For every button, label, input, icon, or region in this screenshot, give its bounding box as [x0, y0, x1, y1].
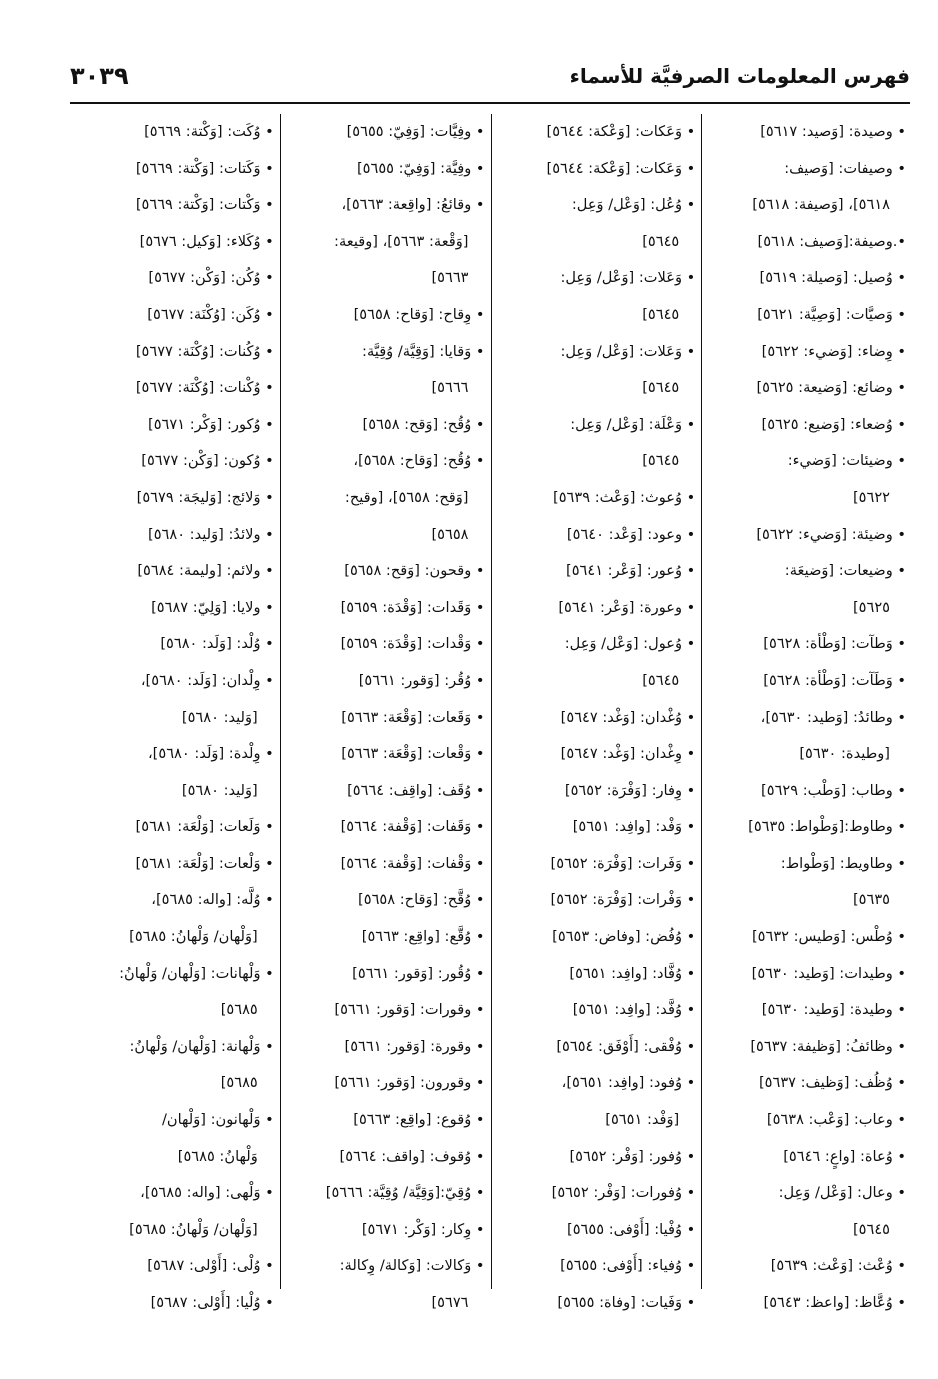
index-entry-line: ٥٦٦٣]	[431, 269, 469, 287]
index-entry-line: • وضيئات: [وَضيء:	[787, 452, 906, 470]
index-entry-line: • وِكار: [وَكْر: ٥٦٧١]	[361, 1220, 485, 1238]
index-entry-line: • وقائعُ: [واقِعة: ٥٦٦٣]،	[341, 196, 485, 214]
index-entry-line: • وُعَّاظ: [واعظ: ٥٦٤٣]	[763, 1294, 906, 1311]
index-entry-line: • وُكُنات: [وُكْنَة: ٥٦٧٧]	[135, 342, 274, 360]
index-entry-line: ٥٦٤٥]	[642, 452, 680, 470]
index-entry-line: [وَلْهان/ وَلْهانُ: ٥٦٨٥]	[129, 928, 258, 946]
index-entry-line: • وصيدة: [وَصيد: ٥٦١٧]	[760, 123, 906, 140]
index-entry-line: • وُلَّه: [واله: ٥٦٨٥]،	[151, 891, 274, 909]
index-entry-line: • وَقْفات: [وَقْفة: ٥٦٦٤]	[340, 854, 485, 872]
index-entry-line: • وقورون: [وَقور: ٥٦٦١]	[334, 1074, 485, 1092]
page-header	[70, 50, 910, 104]
index-entry-line: • وَفَيات: [وفاة: ٥٦٥٥]	[557, 1294, 696, 1311]
index-entry-line: • وطائدُ: [وَطيد: ٥٦٣٠]،	[760, 708, 906, 726]
index-entry-line: • وَكْتات: [وَكْتة: ٥٦٦٩]	[135, 196, 274, 214]
index-entry-line: • وُقَف: [واقِف: ٥٦٦٤]	[347, 781, 485, 799]
index-entry-line: • وَعَلات: [وَعْل/ وَعِل:	[560, 269, 696, 287]
index-entry-line: • وعود: [وَعْد: ٥٦٤٠]	[566, 525, 696, 543]
index-entry-line: • وَعْلَة: [وَعْل/ وَعِل:	[570, 415, 696, 433]
index-entry-line: • وَقايا: [وَقِيَّة/ وُقِيَّة:	[362, 342, 485, 360]
index-entry-line: • وُضعاء: [وَضيع: ٥٦٢٥]	[761, 415, 906, 433]
index-entry-line: • وَعَكات: [وَعْكة: ٥٦٤٤]	[546, 123, 696, 140]
index-entry-line: • وَقَعات: [وَقْعَة: ٥٦٦٣]	[341, 708, 485, 726]
index-entry-line: • وطاب: [وَطْب: ٥٦٢٩]	[761, 781, 906, 799]
index-entry-line: • وضيعات: [وَضيعَة:	[784, 562, 906, 580]
index-entry-line: • وَعَلات: [وَعْل/ وَعِل:	[560, 342, 696, 360]
index-entry-line: • وُفَّد: [وافِد: ٥٦٥١]	[572, 1001, 696, 1019]
index-entry-line: ٥٦٥٨]	[431, 525, 469, 543]
index-entry-line: ٥٦٦٦]	[431, 379, 469, 397]
page-number: ٣٠٣٩	[70, 62, 129, 90]
index-entry-line: • وَلائج: [وَليجَة: ٥٦٧٩]	[136, 488, 274, 506]
index-entry-line: • ولائم: [وليمة: ٥٦٨٤]	[137, 562, 274, 580]
index-column-1	[702, 114, 912, 1311]
index-entry-line: ٥٦٢٥]	[852, 598, 890, 616]
index-entry-line: • وُفور: [وَفْر: ٥٦٥٢]	[569, 1147, 696, 1165]
index-entry-line: ٥٦٤٥]	[642, 671, 680, 689]
index-entry-line: • وُقُور: [وَقور: ٥٦٦١]	[352, 964, 485, 982]
index-entry-line: • وُقِيّ:[وَقِيَّة/ وُقِيَّة: ٥٦٦٦]	[325, 1184, 485, 1202]
index-entry-line: •.وصيفة:[وَصيف: ٥٦١٨]	[757, 232, 906, 250]
index-entry-line: • وَعَكات: [وَعْكة: ٥٦٤٤]	[546, 159, 696, 177]
index-entry-line: • ولائدُ: [وَليد: ٥٦٨٠]	[147, 525, 274, 543]
index-entry-line: ٥٦١٨]، [وَصيفة: ٥٦١٨]	[752, 196, 890, 214]
index-entry-line: [وَليد: ٥٦٨٠]	[181, 708, 258, 726]
index-entry-line: • وُصيل: [وَصيلة: ٥٦١٩]	[759, 269, 906, 287]
index-entry-line: • وَقَفات: [وَقْفة: ٥٦٦٤]	[340, 818, 485, 836]
index-entry-line: • وقورات: [وَقور: ٥٦٦١]	[334, 1001, 485, 1019]
index-entry-line: • وُكون: [وَكْن: ٥٦٧٧]	[141, 452, 274, 470]
index-entry-line: • وُلْيا: [أَوْلى: ٥٦٨٧]	[150, 1294, 274, 1311]
index-entry-line: • وَقَدات: [وَقْدَة: ٥٦٥٩]	[340, 598, 485, 616]
index-entry-line: • وفِيَّة: [وَفِيّ: ٥٦٥٥]	[356, 159, 485, 177]
index-columns	[70, 114, 912, 1311]
index-entry-line: • وطاويط: [وَطْواط:	[780, 854, 906, 872]
index-entry-line: ٥٦٣٥]	[852, 891, 890, 909]
index-entry-line: • وُكَلاء: [وَكيل: ٥٦٧٦]	[139, 232, 274, 250]
index-entry-line: • وَكَتات: [وَكْتة: ٥٦٦٩]	[135, 159, 274, 177]
index-entry-line: • وَصيَّات: [وَصِيَّة: ٥٦٢١]	[757, 305, 906, 323]
index-entry-line: • وصيفات: [وَصيف:	[784, 159, 906, 177]
index-entry-line: • وُفْقى: [أَوْفَق: ٥٦٥٤]	[556, 1037, 696, 1055]
index-entry-line: • وَلْعات: [وَلْعَة: ٥٦٨١]	[135, 854, 274, 872]
index-entry-line: • وُعاة: [واعٍ: ٥٦٤٦]	[783, 1147, 906, 1165]
index-entry-line: ٥٦٢٢]	[852, 488, 890, 506]
index-entry-line: [وَقْعة: ٥٦٦٣]، [وقيعة:	[334, 232, 469, 250]
index-entry-line: • وقحون: [وَقح: ٥٦٥٨]	[344, 562, 485, 580]
index-entry-line: • وظائفُ: [وَظيفة: ٥٦٣٧]	[750, 1037, 906, 1055]
index-entry-line: • وُعور: [وَعْر: ٥٦٤١]	[565, 562, 696, 580]
index-entry-line: • وُفُض: [وفاض: ٥٦٥٣]	[552, 928, 696, 946]
index-entry-line: ٥٦٤٥]	[642, 305, 680, 323]
index-entry-line: • وعورة: [وَعْر: ٥٦٤١]	[558, 598, 696, 616]
index-entry-line: • وَلْهانون: [وَلْهان/	[161, 1111, 274, 1129]
index-entry-line: • وِقاح: [وَقاح: ٥٦٥٨]	[353, 305, 485, 323]
index-entry-line: • وَفْد: [وافِد: ٥٦٥١]	[572, 818, 696, 836]
index-entry-line: • وُقوع: [واقِع: ٥٦٦٣]	[353, 1111, 485, 1129]
index-entry-line: • وَطآت: [وَطْأة: ٥٦٢٨]	[763, 635, 906, 653]
index-entry-line: • وُقُر: [وَقور: ٥٦٦١]	[358, 671, 485, 689]
index-entry-line: • وُكَت: [وَكْتة: ٥٦٦٩]	[144, 123, 274, 140]
index-entry-line: • وُكور: [وَكْر: ٥٦٧١]	[148, 415, 274, 433]
index-entry-line: • وَلَعات: [وَلْعَة: ٥٦٨١]	[135, 818, 274, 836]
index-entry-line: ٥٦٤٥]	[642, 232, 680, 250]
index-entry-line: • وَقْعات: [وَقْعَة: ٥٦٦٣]	[341, 745, 485, 763]
index-entry-line: [وطيدة: ٥٦٣٠]	[799, 745, 890, 763]
index-entry-line: • وطاوط:[وَطْواط: ٥٦٣٥]	[748, 818, 906, 836]
index-entry-line: • وُكْنات: [وُكْنَة: ٥٦٧٧]	[135, 379, 274, 397]
index-entry-line: • وَلْهى: [واله: ٥٦٨٥]،	[140, 1184, 274, 1202]
index-entry-line: • وُلْد: [وَلَد: ٥٦٨٠]	[160, 635, 274, 653]
index-entry-line: • وِضاء: [وَضيء: ٥٦٢٢]	[761, 342, 906, 360]
index-entry-line: [وَلْهان/ وَلْهانُ: ٥٦٨٥]	[129, 1220, 258, 1238]
index-entry-line: • وُعُل: [وَعْل/ وَعِل:	[571, 196, 696, 214]
index-entry-line: ٥٦٧٦]	[431, 1294, 469, 1311]
index-entry-line: • وُفياء: [أَوْفى: ٥٦٥٥]	[560, 1257, 696, 1275]
running-title: فهرس المعلومات الصرفيَّة للأسماء	[569, 64, 910, 88]
index-entry-line: • وُقُح: [وَقح: ٥٦٥٨]	[362, 415, 485, 433]
index-entry-line: • وَفَرات: [وَفْرَة: ٥٦٥٢]	[550, 854, 696, 872]
index-entry-line: • وفِيَّات: [وَفِيّ: ٥٦٥٥]	[346, 123, 485, 140]
index-entry-line: • ولايا: [وَلِيّ: ٥٦٨٧]	[151, 598, 274, 616]
index-entry-line: • وُطْس: [وَطيس: ٥٦٣٢]	[751, 928, 906, 946]
index-entry-line: • وطيدات: [وَطيد: ٥٦٣٠]	[751, 964, 906, 982]
index-entry-line: • وُعْث: [وَعْث: ٥٦٣٩]	[770, 1257, 906, 1275]
index-column-3	[281, 114, 492, 1311]
index-entry-line: [وَقح: ٥٦٥٨]، [وقيح:	[344, 488, 469, 506]
index-entry-line: • وِلْدة: [وَلَد: ٥٦٨٠]،	[147, 745, 274, 763]
index-column-2	[492, 114, 703, 1311]
index-entry-line: • وُكُن: [وَكْن: ٥٦٧٧]	[148, 269, 274, 287]
index-column-4	[70, 114, 281, 1311]
index-entry-line: • وَلْهانة: [وَلْهان/ وَلْهانُ:	[129, 1037, 274, 1055]
index-entry-line: • وعاب: [وَعْب: ٥٦٣٨]	[766, 1111, 906, 1129]
index-entry-line: • وُفورات: [وَفْر: ٥٦٥٢]	[551, 1184, 696, 1202]
index-entry-line: • وُقَّع: [واقِع: ٥٦٦٣]	[361, 928, 485, 946]
index-entry-line: • وَطَآت: [وَطْأة: ٥٦٢٨]	[763, 671, 906, 689]
index-entry-line: • وُقوف: [واقف: ٥٦٦٤]	[339, 1147, 485, 1165]
index-entry-line: • وطيدة: [وَطيد: ٥٦٣٠]	[761, 1001, 906, 1019]
index-entry-line: • وَقْدات: [وَقْدَة: ٥٦٥٩]	[340, 635, 485, 653]
index-entry-line: ٥٦٤٥]	[852, 1220, 890, 1238]
index-entry-line: • وَفْرات: [وَفْرَة: ٥٦٥٢]	[550, 891, 696, 909]
index-entry-line: • وَلْهانات: [وَلْهان/ وَلْهانُ:	[119, 964, 274, 982]
index-entry-line: • وُكَن: [وُكْنَة: ٥٦٧٧]	[147, 305, 274, 323]
index-entry-line: • وُعول: [وَعْل/ وَعِل:	[564, 635, 696, 653]
index-entry-line: • وُعوث: [وَعْث: ٥٦٣٩]	[553, 488, 696, 506]
index-entry-line: • وقورة: [وَقور: ٥٦٦١]	[344, 1037, 485, 1055]
index-entry-line: • وعال: [وَعْل/ وَعِل:	[778, 1184, 906, 1202]
index-entry-line: [وَفْد: ٥٦٥١]	[605, 1111, 680, 1129]
index-entry-line: • وَكالات: [وَكالة/ وِكالة:	[339, 1257, 485, 1275]
index-entry-line: ٥٦٨٥]	[220, 1001, 258, 1019]
index-entry-line: • وُلْى: [أَوْلى: ٥٦٨٧]	[147, 1257, 274, 1275]
index-entry-line: • وضيئة: [وَضيء: ٥٦٢٢]	[756, 525, 906, 543]
index-entry-line: • وُفَّاد: [وافِد: ٥٦٥١]	[569, 964, 696, 982]
index-entry-line: • وُغْدان: [وَغْد: ٥٦٤٧]	[560, 708, 696, 726]
index-entry-line: • وُقُح: [وَقاح: ٥٦٥٨]،	[353, 452, 485, 470]
index-entry-line: [وَليد: ٥٦٨٠]	[181, 781, 258, 799]
index-entry-line: • وِلْدان: [وَلَد: ٥٦٨٠]،	[140, 671, 274, 689]
index-entry-line: • وُظُف: [وَظيف: ٥٦٣٧]	[758, 1074, 906, 1092]
index-entry-line: • وضائع: [وَضيعة: ٥٦٢٥]	[756, 379, 906, 397]
index-entry-line: • وُفْيا: [أَوْفى: ٥٦٥٥]	[567, 1220, 696, 1238]
index-entry-line: • وُقَّح: [وَقاح: ٥٦٥٨]	[358, 891, 485, 909]
index-entry-line: ٥٦٤٥]	[642, 379, 680, 397]
index-entry-line: وَلْهانُ: ٥٦٨٥]	[177, 1147, 258, 1165]
index-entry-line: • وِفار: [وَفْرَة: ٥٦٥٢]	[564, 781, 696, 799]
index-entry-line: ٥٦٨٥]	[220, 1074, 258, 1092]
index-entry-line: • وِغْدان: [وَغْد: ٥٦٤٧]	[560, 745, 696, 763]
index-entry-line: • وُفود: [وافِد: ٥٦٥١]،	[561, 1074, 696, 1092]
